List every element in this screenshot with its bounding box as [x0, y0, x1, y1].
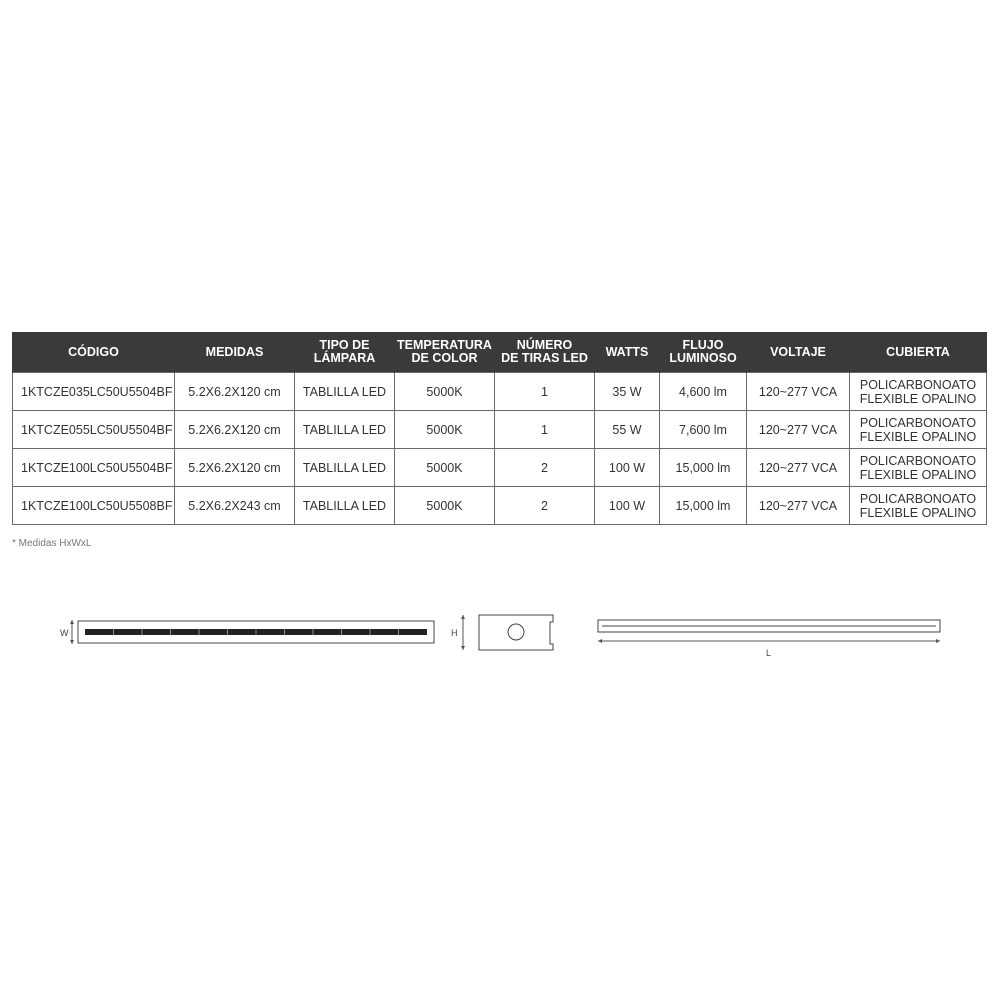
- header-temperatura: TEMPERATURA DE COLOR: [395, 332, 495, 373]
- cell-tiras: 1: [495, 411, 595, 449]
- cell-codigo: 1KTCZE100LC50U5504BF: [13, 449, 175, 487]
- table-row: [13, 449, 987, 487]
- cell-cubierta: POLICARBONOATO FLEXIBLE OPALINO: [850, 373, 987, 411]
- table-row: [13, 487, 987, 525]
- header-medidas: MEDIDAS: [175, 332, 295, 373]
- cell-flujo: 15,000 lm: [660, 487, 747, 525]
- table-row: [13, 373, 987, 411]
- header-numero-tiras: NÚMERO DE TIRAS LED: [495, 332, 595, 373]
- cell-tipo: TABLILLA LED: [295, 411, 395, 449]
- cell-tipo: TABLILLA LED: [295, 487, 395, 525]
- end-view-drawing: [460, 610, 560, 655]
- cell-cubierta: POLICARBONOATO FLEXIBLE OPALINO: [850, 487, 987, 525]
- side-view-drawing: [594, 612, 944, 652]
- header-tipo-lampara: TIPO DE LÁMPARA: [295, 332, 395, 373]
- cell-codigo: 1KTCZE035LC50U5504BF: [13, 373, 175, 411]
- cell-voltaje: 120~277 VCA: [747, 373, 850, 411]
- cell-flujo: 7,600 lm: [660, 411, 747, 449]
- cell-flujo: 4,600 lm: [660, 373, 747, 411]
- length-label: L: [766, 648, 772, 658]
- cell-temperatura: 5000K: [395, 373, 495, 411]
- cell-temperatura: 5000K: [395, 411, 495, 449]
- top-view-drawing: [70, 612, 440, 652]
- cell-watts: 35 W: [595, 373, 660, 411]
- header-voltaje: VOLTAJE: [747, 332, 850, 373]
- spec-table: [12, 332, 987, 525]
- cell-medidas: 5.2X6.2X243 cm: [175, 487, 295, 525]
- header-watts: WATTS: [595, 332, 660, 373]
- cell-tiras: 1: [495, 373, 595, 411]
- header-cubierta: CUBIERTA: [850, 332, 987, 373]
- header-flujo: FLUJO LUMINOSO: [660, 332, 747, 373]
- header-codigo: CÓDIGO: [13, 332, 175, 373]
- measurement-note: * Medidas HxWxL: [12, 538, 92, 549]
- cell-tipo: TABLILLA LED: [295, 373, 395, 411]
- table-row: [13, 411, 987, 449]
- cell-tiras: 2: [495, 487, 595, 525]
- cell-cubierta: POLICARBONOATO FLEXIBLE OPALINO: [850, 411, 987, 449]
- cell-tiras: 2: [495, 449, 595, 487]
- cell-tipo: TABLILLA LED: [295, 449, 395, 487]
- cell-voltaje: 120~277 VCA: [747, 487, 850, 525]
- header-row: [13, 332, 987, 373]
- height-label: H: [451, 628, 458, 638]
- cell-voltaje: 120~277 VCA: [747, 411, 850, 449]
- cell-flujo: 15,000 lm: [660, 449, 747, 487]
- cell-temperatura: 5000K: [395, 449, 495, 487]
- cell-codigo: 1KTCZE055LC50U5504BF: [13, 411, 175, 449]
- cell-medidas: 5.2X6.2X120 cm: [175, 411, 295, 449]
- cell-watts: 100 W: [595, 487, 660, 525]
- cell-watts: 55 W: [595, 411, 660, 449]
- width-label: W: [60, 628, 69, 638]
- cell-voltaje: 120~277 VCA: [747, 449, 850, 487]
- cell-codigo: 1KTCZE100LC50U5508BF: [13, 487, 175, 525]
- cell-medidas: 5.2X6.2X120 cm: [175, 449, 295, 487]
- cell-cubierta: POLICARBONOATO FLEXIBLE OPALINO: [850, 449, 987, 487]
- cell-medidas: 5.2X6.2X120 cm: [175, 373, 295, 411]
- cell-temperatura: 5000K: [395, 487, 495, 525]
- cell-watts: 100 W: [595, 449, 660, 487]
